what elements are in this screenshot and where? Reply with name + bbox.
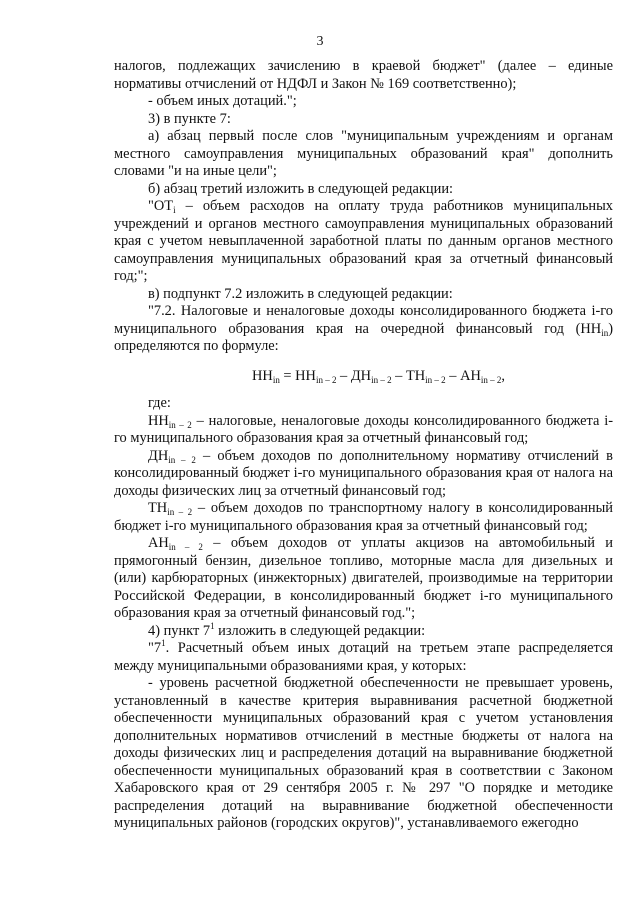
paragraph bbox=[114, 448, 613, 501]
paragraph: где: bbox=[148, 395, 171, 411]
subscript: in – 2 bbox=[167, 507, 193, 517]
formula-operator: – bbox=[445, 367, 461, 384]
formula-operator: – bbox=[391, 367, 406, 384]
subscript: in – 2 bbox=[480, 374, 502, 385]
text-run: ) определяются по формуле: bbox=[114, 320, 613, 354]
paragraph: - уровень расчетной бюджетной обеспеченности не превышает уровень, установленный в качестве критерия выравнивания расчетной бюджетной обеспеченности муниципальных образований края с учетом установления дополнительных нормативов отчислений в местные бюджеты от налога на доходы физических лиц и распределения дотаций на выравнивание бюджетной обеспеченности муниципальных образований края в соответствии с Законом Хабаровского края от 29 сентября 2005 г. № 297 "О порядке и методике распределения дотаций на выравнивание бюджетной обеспеченности муниципальных районов (городских округов)", устанавливаемого ежегодно bbox=[114, 675, 613, 831]
paragraph bbox=[114, 620, 613, 641]
formula-term: НН bbox=[295, 367, 316, 384]
subscript: in – 2 bbox=[425, 374, 446, 385]
paragraph: 3) в пункте 7: bbox=[148, 110, 231, 127]
paragraph bbox=[114, 500, 613, 535]
subscript: i bbox=[173, 205, 176, 215]
formula bbox=[114, 368, 613, 386]
paragraph bbox=[114, 640, 613, 675]
text-run: – объем доходов по транспортному налогу в консолидированный бюджет i-го муниципального образования края за отчетный финансовый год; bbox=[114, 500, 613, 534]
subscript: in – 2 bbox=[168, 542, 203, 552]
document-body bbox=[114, 58, 613, 833]
formula-punctuation: , bbox=[501, 367, 505, 384]
text-run: . Расчетный объем иных дотаций на третьем этапе распределяется между муниципальными образованиями края, у которых: bbox=[114, 640, 613, 674]
text-run: 4) пункт 7 bbox=[148, 622, 211, 639]
text-run: "7 bbox=[148, 640, 162, 656]
paragraph bbox=[114, 198, 613, 286]
formula-operator: = bbox=[279, 367, 296, 384]
text-run: – объем расходов на оплату труда работников муниципальных учреждений и органов местного самоуправления муниципальных образований края с учетом невыплаченной заработной платы по данным органов местного самоуправления муниципальных образований края за отчетный финансовый год;"; bbox=[114, 198, 613, 284]
subscript: in – 2 bbox=[168, 454, 196, 465]
text-run: АН bbox=[148, 535, 169, 551]
subscript: in bbox=[601, 327, 609, 338]
subscript: in – 2 bbox=[371, 374, 392, 385]
paragraph: б) абзац третий изложить в следующей редакции: bbox=[148, 180, 454, 197]
page-number: 3 bbox=[316, 34, 324, 49]
subscript: in – 2 bbox=[315, 374, 337, 385]
text-run: НН bbox=[148, 412, 169, 429]
text-run: изложить в следующей редакции: bbox=[214, 622, 426, 639]
text-run: "7.2. Налоговые и неналоговые доходы консолидированного бюджета i-го муниципального образования края на очередной финансовый год (НН bbox=[114, 303, 613, 337]
formula-operator: – bbox=[336, 367, 351, 384]
paragraph bbox=[114, 413, 613, 448]
superscript: 1 bbox=[161, 638, 166, 648]
text-run: – налоговые, неналоговые доходы консолидированного бюджета i-го муниципального образования края за отчетный финансовый год; bbox=[114, 412, 613, 446]
subscript: in bbox=[272, 374, 280, 385]
text-run: – объем доходов по дополнительному нормативу отчислений в консолидированный бюджет i-го муниципального образования края от налога на доходы физических лиц за отчетный финансовый год; bbox=[114, 447, 613, 499]
formula-term: ТН bbox=[405, 367, 426, 384]
paragraph: а) абзац первый после слов "муниципальным учреждениям и органам местного самоуправления муниципальных образований края" дополнить словами "и на иные цели"; bbox=[114, 128, 613, 179]
text-run: ТН bbox=[148, 500, 168, 516]
paragraph bbox=[114, 535, 613, 623]
text-run: "ОТ bbox=[148, 198, 174, 214]
text-run: ДН bbox=[148, 447, 169, 464]
paragraph bbox=[114, 303, 613, 356]
paragraph: налогов, подлежащих зачислению в краевой бюджет" (далее – единые нормативы отчислений от НДФЛ и Закон № 169 соответственно); bbox=[114, 58, 613, 92]
paragraph: - объем иных дотаций."; bbox=[148, 93, 297, 109]
formula-term: НН bbox=[252, 367, 273, 384]
text-run: – объем доходов от уплаты акцизов на автомобильный и прямогонный бензин, дизельное топливо, моторные масла для дизельных и (или) карбюраторных (инжекторных) двигателей, производимые на территории Российской Федерации, в консолидированный бюджет i-го муниципального образования края за отчетный финансовый год."; bbox=[114, 535, 613, 621]
superscript: 1 bbox=[210, 620, 215, 631]
formula-term: АН bbox=[460, 367, 481, 384]
formula-term: ДН bbox=[350, 367, 372, 384]
subscript: in – 2 bbox=[168, 419, 192, 430]
paragraph: в) подпункт 7.2 изложить в следующей редакции: bbox=[148, 285, 453, 302]
